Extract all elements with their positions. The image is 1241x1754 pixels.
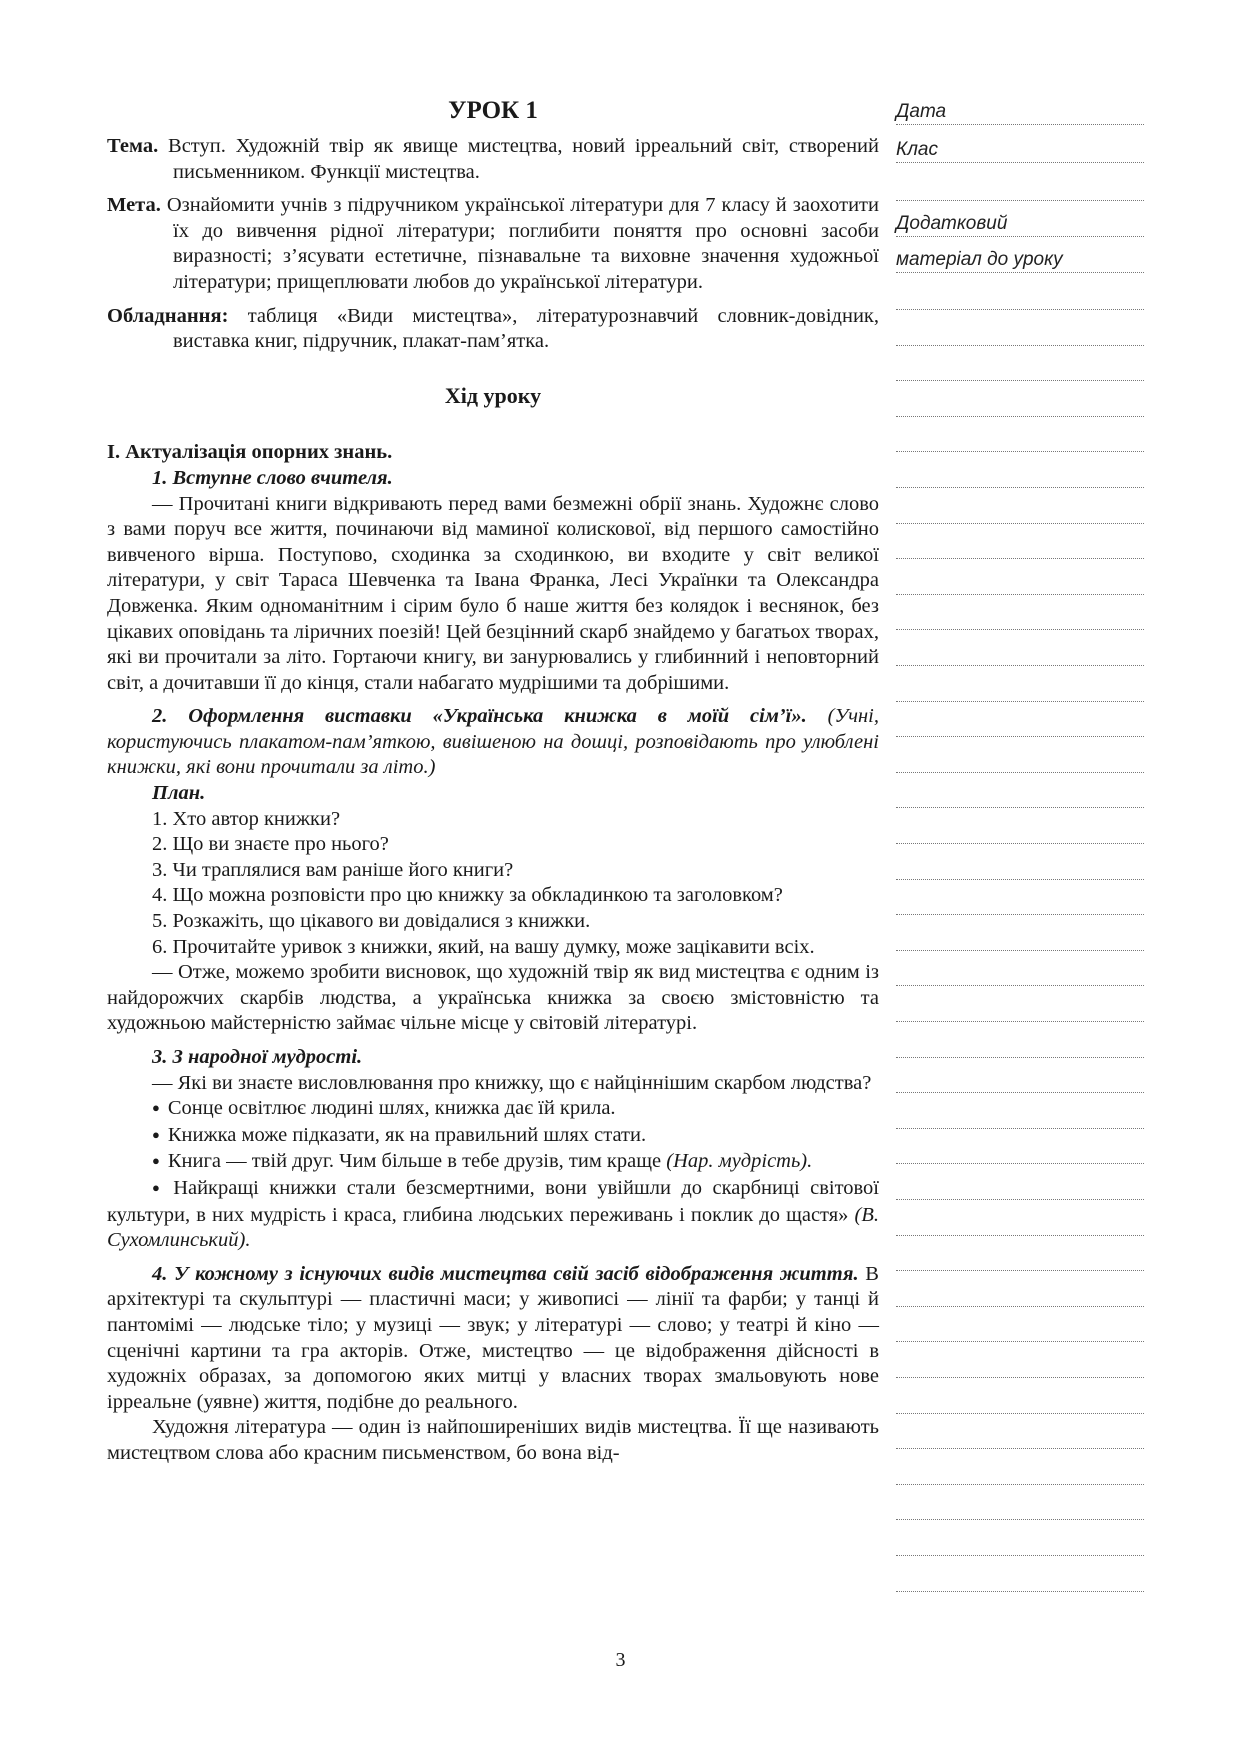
topic-text: Вступ. Художній твір як явище мистецтва, новий ірреальний світ, створений письменником. Функції мистецтва.	[158, 135, 879, 183]
writing-line[interactable]	[896, 594, 1144, 595]
wisdom-bullet	[107, 1176, 879, 1254]
date-line[interactable]	[896, 124, 1144, 125]
writing-line[interactable]	[896, 736, 1144, 737]
writing-line[interactable]	[896, 950, 1144, 951]
writing-line[interactable]	[896, 1021, 1144, 1022]
writing-line[interactable]	[896, 1092, 1144, 1093]
writing-line[interactable]	[896, 1555, 1144, 1556]
writing-line[interactable]	[896, 380, 1144, 381]
intro-heading: 1. Вступне слово вчителя.	[152, 466, 393, 489]
conclusion-text: — Отже, можемо зробити висновок, що художній твір як вид мистецтва є одним із найдорожчих скарбів людства, а українська книжка за своєю змістовністю та художньою майстерністю займає чільне місце у світовій літературі.	[107, 961, 879, 1035]
plan-item: 3. Чи траплялися вам раніше його книги?	[152, 858, 514, 881]
class-label: Клас	[896, 139, 938, 160]
writing-line[interactable]	[896, 416, 1144, 417]
writing-line[interactable]	[896, 914, 1144, 915]
extra-material-label-2: матеріал до уроку	[896, 249, 1063, 270]
writing-line[interactable]	[896, 1591, 1144, 1592]
writing-line[interactable]	[896, 1413, 1144, 1414]
writing-line[interactable]	[896, 1163, 1144, 1164]
writing-line[interactable]	[896, 451, 1144, 452]
lesson-text	[107, 96, 879, 1467]
wisdom-source: (Нар. мудрість).	[661, 1150, 813, 1173]
writing-line[interactable]	[896, 1306, 1144, 1307]
intro-text: — Прочитані книги відкривають перед вами безмежні обрії знань. Художнє слово з вами поруч все життя, починаючи від маминої колискової, від першого самостійно вивченого вірша. Поступово, сходинка за сходинкою, ви входите у світ великої літератури, у світ Тараса Шевченка та Івана Франка, Лесі Українки та Олександра Довженка. Яким одноманітним і сірим було б наше життя без колядок і веснянок, без цікавих оповідань та ліричних поезій! Цей безцінний скарб знайдемо у багатьох творах, які ви прочитали за літо. Гортаючи книгу, ви занурювались у глибинний і неповторний світ, а дочитавши її до кінця, стали набагато мудрішими та добрішими.	[107, 492, 879, 694]
writing-line[interactable]	[896, 629, 1144, 630]
writing-line[interactable]	[896, 1057, 1144, 1058]
lesson-topic	[107, 134, 879, 185]
writing-line[interactable]	[896, 236, 1144, 237]
writing-line[interactable]	[896, 1341, 1144, 1342]
art-text: В архітектурі та скульптурі — пластичні маси; у живописі — лінії та фарби; у танці й пантомімі — людське тіло; у музиці — звук; у літературі — слово; у театрі й кіно — сценічні картини та гра акторів. Отже, мистецтво — це відображення дійсності в художніх образах, за допомогою яких митці у власних творах змальовують нове ірреальне (уявне) життя, подібне до реального.	[107, 1262, 879, 1413]
lesson-equipment	[107, 304, 879, 355]
writing-line[interactable]	[896, 879, 1144, 880]
wisdom-heading: 3. З народної мудрості.	[152, 1046, 363, 1068]
plan-label: План.	[152, 782, 206, 805]
writing-line[interactable]	[896, 665, 1144, 666]
plan-item: 1. Хто автор книжки?	[152, 807, 341, 830]
art-paragraph	[107, 1262, 879, 1416]
writing-line[interactable]	[896, 345, 1144, 346]
wisdom-question: — Які ви знаєте висловлювання про книжку, що є найціннішим скарбом людства?	[152, 1071, 872, 1094]
exhibition-heading: 2. Оформлення виставки «Українська книжка в моїй сім’ї».	[152, 705, 807, 728]
literature-text: Художня література — один із найпоширеніших видів мистецтва. Її ще називають мистецтвом слова або красним письменством, бо вона від-	[107, 1416, 879, 1464]
writing-line[interactable]	[896, 1199, 1144, 1200]
writing-line[interactable]	[896, 701, 1144, 702]
wisdom-bullet-text: Книга — твій друг. Чим більше в тебе друзів, тим краще	[167, 1150, 662, 1173]
goal-text: Ознайомити учнів з підручником української літератури для 7 класу й заохотити їх до вивчення рідної літератури; поглибити поняття про основні засоби виразності; з’ясувати естетичне, пізнавальне та виховне значення художньої літератури; прищеплювати любов до української літератури.	[160, 194, 879, 293]
equipment-text: таблиця «Види мистецтва», літературознавчий словник-довідник, виставка книг, підручник, плакат-пам’ятка.	[173, 304, 879, 353]
writing-line[interactable]	[896, 200, 1144, 201]
writing-line[interactable]	[896, 1377, 1144, 1378]
writing-line[interactable]	[896, 985, 1144, 986]
wisdom-bullet: ● Книжка може підказати, як на правильний шлях стати.	[107, 1123, 879, 1150]
topic-label: Тема.	[107, 135, 159, 157]
class-line[interactable]	[896, 162, 1144, 163]
writing-line[interactable]	[896, 1128, 1144, 1129]
plan-item: 2. Що ви знаєте про нього?	[152, 833, 389, 856]
writing-line[interactable]	[896, 1484, 1144, 1485]
writing-line[interactable]	[896, 1235, 1144, 1236]
writing-line[interactable]	[896, 558, 1144, 559]
equipment-label: Обладнання:	[107, 304, 229, 327]
wisdom-bullet-text: Найкращі книжки стали безсмертними, вони увійшли до скарбниці світової культури, в них мудрість і краса, глибина людських переживань і поклик до щастя»	[107, 1176, 879, 1226]
art-heading: 4. У кожному з існуючих видів мистецтва свій засіб відображення життя.	[152, 1262, 859, 1285]
lesson-goal	[107, 193, 879, 295]
date-label: Дата	[896, 101, 947, 122]
writing-line[interactable]	[896, 843, 1144, 844]
writing-line[interactable]	[896, 807, 1144, 808]
exhibition-paragraph	[107, 704, 879, 781]
wisdom-bullet: ● Сонце освітлює людині шлях, книжка дає їй крила.	[107, 1096, 879, 1123]
writing-line[interactable]	[896, 1448, 1144, 1449]
extra-material-label: Додатковий	[896, 213, 1008, 234]
page-number: 3	[615, 1649, 626, 1671]
exhibition-note: (Учні, користуючись плакатом-пам’яткою, вивішеною на дошці, розповідають про улюблені книжки, які вони прочитали за літо.)	[107, 705, 880, 779]
plan-item: 5. Розкажіть, що цікавого ви довідалися з книжки.	[152, 910, 591, 933]
goal-label: Мета.	[107, 194, 161, 217]
wisdom-source: (В. Сухомлинський).	[107, 1203, 880, 1252]
writing-line[interactable]	[896, 523, 1144, 524]
wisdom-bullet	[107, 1149, 879, 1176]
course-title: Хід уроку	[444, 382, 542, 408]
plan-item: 4. Що можна розповісти про цю книжку за обкладинкою та заголовком?	[152, 884, 783, 907]
writing-line[interactable]	[896, 772, 1144, 773]
writing-line[interactable]	[896, 309, 1144, 310]
writing-line[interactable]	[896, 1270, 1144, 1271]
writing-line[interactable]	[896, 487, 1144, 488]
plan-item: 6. Прочитайте уривок з книжки, який, на вашу думку, може зацікавити всіх.	[152, 935, 815, 958]
writing-line[interactable]	[896, 1519, 1144, 1520]
writing-line[interactable]	[896, 272, 1144, 273]
lesson-title: УРОК 1	[448, 97, 538, 124]
section-heading: І. Актуалізація опорних знань.	[107, 441, 393, 464]
